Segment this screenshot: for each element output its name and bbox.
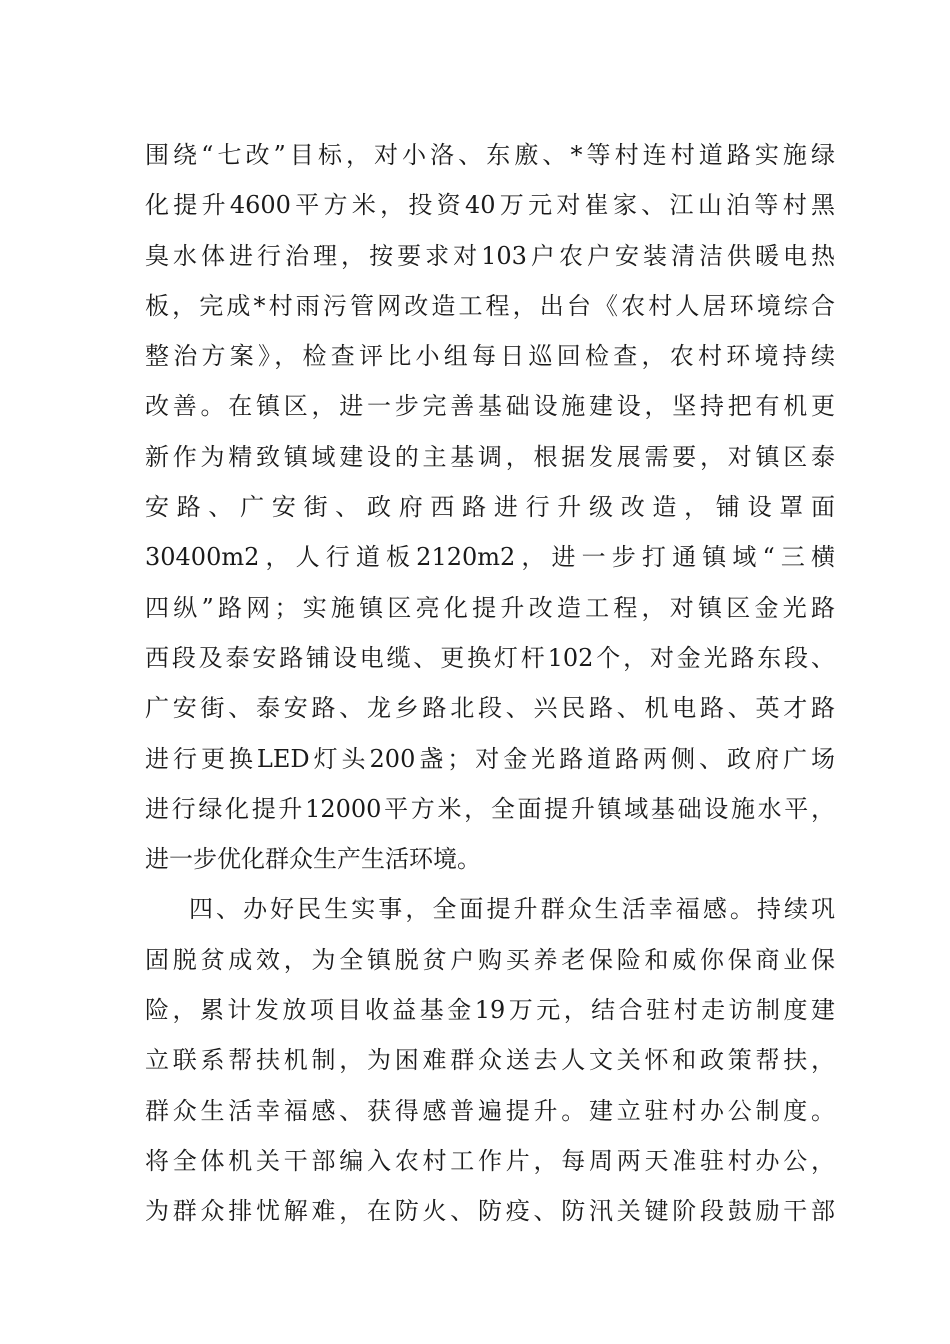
text-line: 30400m2，人行道板2120m2，进一步打通镇域“三横	[145, 543, 835, 572]
text-line: 群众生活幸福感、获得感普遍提升。建立驻村办公制度。	[145, 1096, 835, 1125]
text-line: 立联系帮扶机制，为困难群众送去人文关怀和政策帮扶，	[145, 1046, 835, 1075]
text-line: 安路、广安街、政府西路进行升级改造，铺设罩面	[145, 493, 835, 522]
text-line: 四纵”路网；实施镇区亮化提升改造工程，对镇区金光路	[145, 593, 835, 622]
text-line: 广安街、泰安路、龙乡路北段、兴民路、机电路、英才路	[145, 694, 835, 723]
text-line: 西段及泰安路铺设电缆、更换灯杆102个，对金光路东段、	[145, 643, 835, 672]
text-line: 新作为精致镇域建设的主基调，根据发展需要，对镇区泰	[145, 442, 835, 471]
text-line: 臭水体进行治理，按要求对103户农户安装清洁供暖电热	[145, 241, 835, 270]
body-text	[145, 130, 835, 1237]
text-line: 险，累计发放项目收益基金19万元，结合驻村走访制度建	[145, 996, 835, 1025]
text-line: 化提升4600平方米，投资40万元对崔家、江山泊等村黑	[145, 191, 835, 220]
text-line: 进行更换LED灯头200盏；对金光路道路两侧、政府广场	[145, 744, 835, 773]
text-line: 为群众排忧解难，在防火、防疫、防汛关键阶段鼓励干部	[145, 1197, 835, 1226]
text-line: 固脱贫成效，为全镇脱贫户购买养老保险和威你保商业保	[145, 945, 835, 974]
text-line: 板，完成*村雨污管网改造工程，出台《农村人居环境综合	[145, 291, 835, 320]
text-line: 围绕“七改”目标，对小洛、东廒、*等村连村道路实施绿	[145, 141, 835, 169]
text-line: 整治方案》，检查评比小组每日巡回检查，农村环境持续	[145, 342, 835, 371]
text-line: 改善。在镇区，进一步完善基础设施建设，坚持把有机更	[145, 392, 835, 421]
text-line: 将全体机关干部编入农村工作片，每周两天准驻村办公，	[145, 1146, 835, 1175]
text-line: 进一步优化群众生产生活环境。	[145, 845, 481, 874]
section-heading-line: 四、办好民生实事，全面提升群众生活幸福感。持续巩	[189, 895, 835, 924]
text-line: 进行绿化提升12000平方米，全面提升镇域基础设施水平，	[145, 794, 835, 823]
